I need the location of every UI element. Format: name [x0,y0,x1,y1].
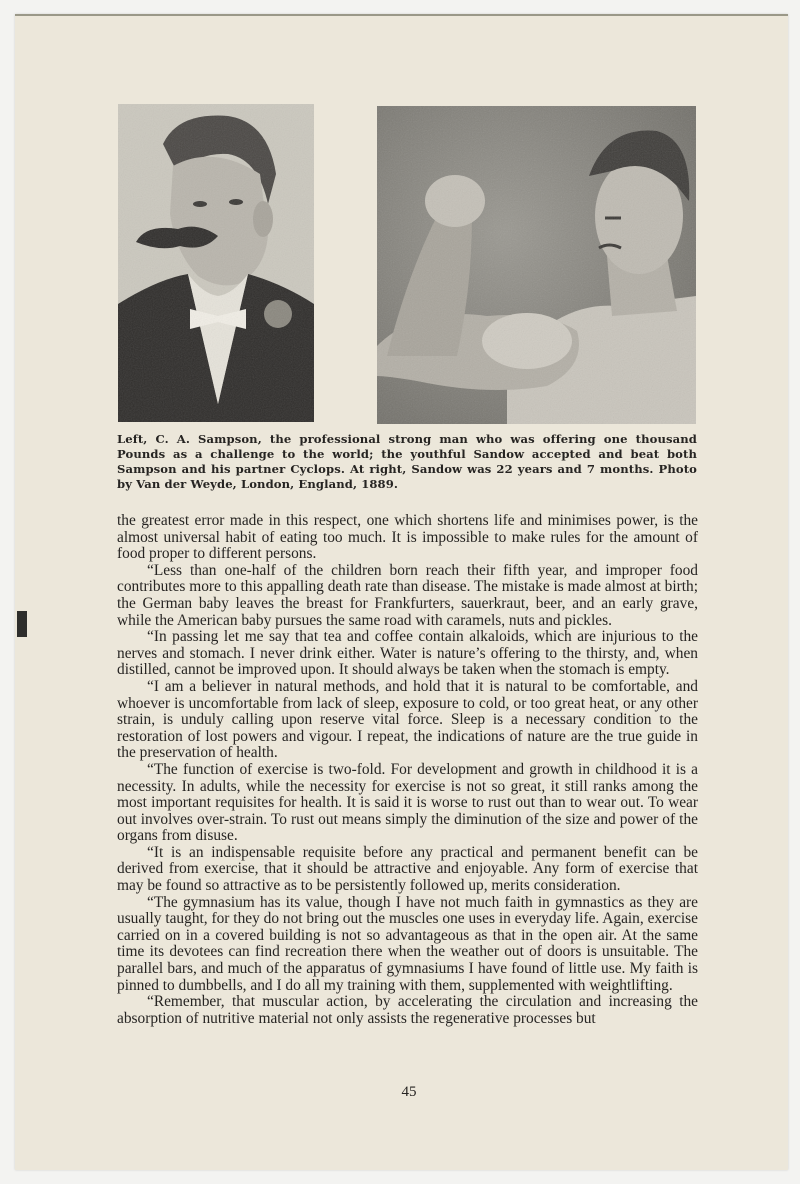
article-body [117,513,698,1027]
photo-caption: Left, C. A. Sampson, the professional strong man who was offering one thousand Pounds as a challenge to the world; the youthful Sandow accepted and beat both Sampson and his partner Cyclops. At right, Sandow was 22 years and 7 months. Photo by Van der Weyde, London, England, 1889. [117,432,697,491]
paragraph: the greatest error made in this respect, one which shortens life and minimises power, is the almost universal habit of eating too much. It is impossible to make rules for the amount of food proper to different persons. [117,512,698,563]
photo-sandow-flexing [377,106,696,424]
portrait-image-icon [118,104,314,422]
binding-mark [17,611,27,637]
paragraph: “The gymnasium has its value, though I have not much faith in gymnastics as they are usually taught, for they do not bring out the muscles one uses in everyday life. Again, exercise carried on in a covered building is not so advantageous as that in the open air. At the same time its devotees can find recreation there when the weather out of doors is unsuitable. The parallel bars, and much of the apparatus of gymnasiums I have found of little use. My faith is pinned to dumbbells, and I do all my training with them, supplemented with weightlifting. [117,893,698,994]
paragraph: “It is an indispensable requisite before any practical and permanent benefit can be derived from exercise, that it should be attractive and enjoyable. Any form of exercise that may be found so attractive as to be persistently followed up, merits consideration. [117,843,698,895]
paragraph: “I am a believer in natural methods, and hold that it is natural to be comfortable, and whoever is uncomfortable from lack of sleep, exposure to cold, or too great heat, or any other strain, is unduly calling upon reserve vital force. Sleep is a necessary condition to the restoration of lost powers and vigour. I repeat, the indications of nature are the true guide in the preservation of health. [117,677,698,762]
paragraph: “In passing let me say that tea and coffee contain alkaloids, which are injurious to the nerves and stomach. I never drink either. Water is nature’s offering to the thirsty, and, when distilled, cannot be improved upon. It should always be taken when the stomach is empty. [117,628,698,679]
paragraph: “The function of exercise is two-fold. For development and growth in childhood it is a necessity. In adults, while the necessity for exercise is not so great, it still ranks among the most important requisites for health. It is said it is worse to rust out than to wear out. To wear out involves over-strain. To rust out means simply the diminution of the size and power of the organs from disuse. [117,760,698,845]
flexing-image-icon [377,106,696,424]
paragraph: “Remember, that muscular action, by accelerating the circulation and increasing the absorption of nutritive material not only assists the regenerative processes but [117,993,698,1027]
page-number: 45 [401,1084,417,1100]
paragraph: “Less than one-half of the children born reach their fifth year, and improper food contributes more to this appalling death rate than disease. The mistake is made almost at birth; the German baby leaves the breast for Frankfurters, sauerkraut, beer, and an early grave, while the American baby pursues the same road with caramels, nuts and pickles. [117,561,698,629]
photo-sampson-portrait [118,104,314,422]
